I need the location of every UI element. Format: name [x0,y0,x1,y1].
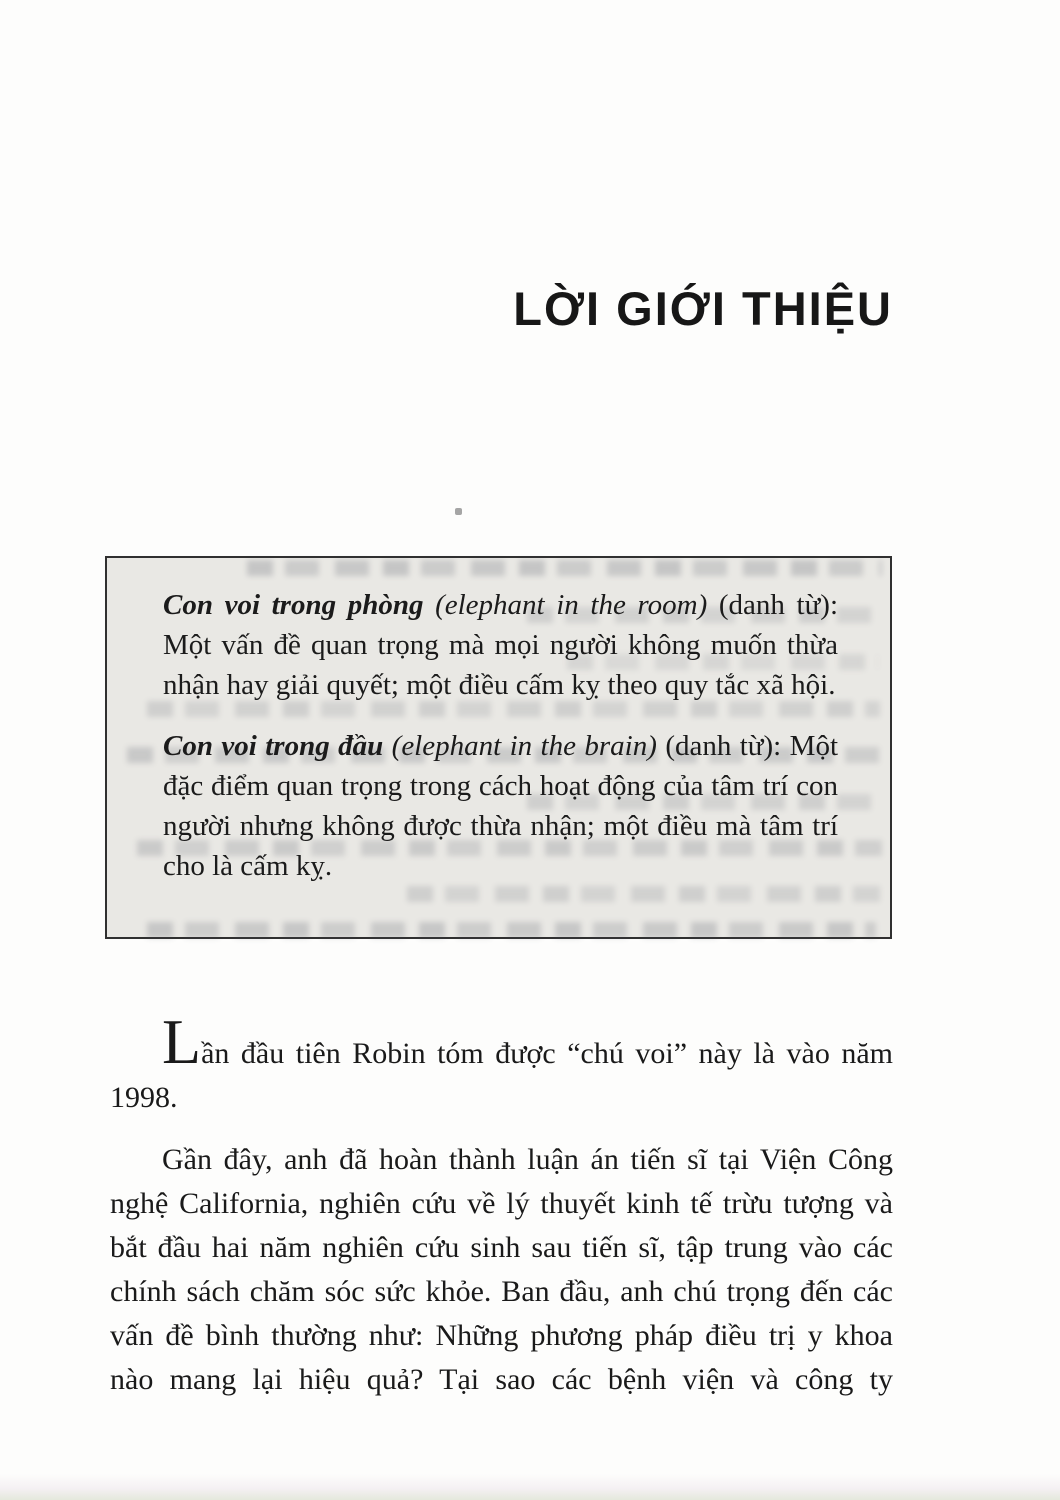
part-of-speech: (danh từ): [718,589,839,621]
scan-speck [455,508,462,515]
page-bleed-through [247,560,882,576]
term-vietnamese: Con voi trong đầu [163,730,384,762]
definition-entry-brain [163,726,838,886]
paragraph-text: Gần đây, anh đã hoàn thành luận án tiến sĩ tại Viện Công nghệ California, nghiên cứu về lý thuyết kinh tế trừu tượng và bắt đầu hai năm nghiên cứu sinh sau tiến sĩ, tập trung vào các chính sách chăm sóc sức khỏe. Ban đầu, anh chú trọng đến các vấn đề bình thường như: Những phương pháp điều trị y khoa nào mang lại hiệu quả? Tại sao các bệnh viện và công ty [110,1143,893,1396]
definition-text: Một đặc điểm quan trọng trong cách hoạt động của tâm trí con người nhưng không được thừa nhận; một điều mà tâm trí cho là cấm kỵ. [163,730,839,882]
paragraph-second [110,1138,893,1402]
page-bottom-scan-artifact [0,1474,1060,1500]
term-english: (elephant in the room) [435,589,708,621]
page-bleed-through [147,922,876,938]
page-bleed-through [407,886,880,902]
body-text [110,1006,893,1402]
definition-text: Một vấn đề quan trọng mà mọi người không muốn thừa nhận hay giải quyết; một điều cấm kỵ theo quy tắc xã hội. [163,629,838,701]
paragraph-text: ần đầu tiên Robin tóm được “chú voi” này là vào năm 1998. [110,1037,893,1114]
page-title: LỜI GIỚI THIỆU [513,282,893,335]
term-english: (elephant in the brain) [391,730,657,762]
definition-entry-room [163,585,838,705]
paragraph-opening [110,1006,893,1120]
definition-box [105,556,892,939]
part-of-speech: (danh từ): [665,730,782,762]
raised-initial-cap: L [162,1006,202,1077]
term-vietnamese: Con voi trong phòng [163,589,424,621]
